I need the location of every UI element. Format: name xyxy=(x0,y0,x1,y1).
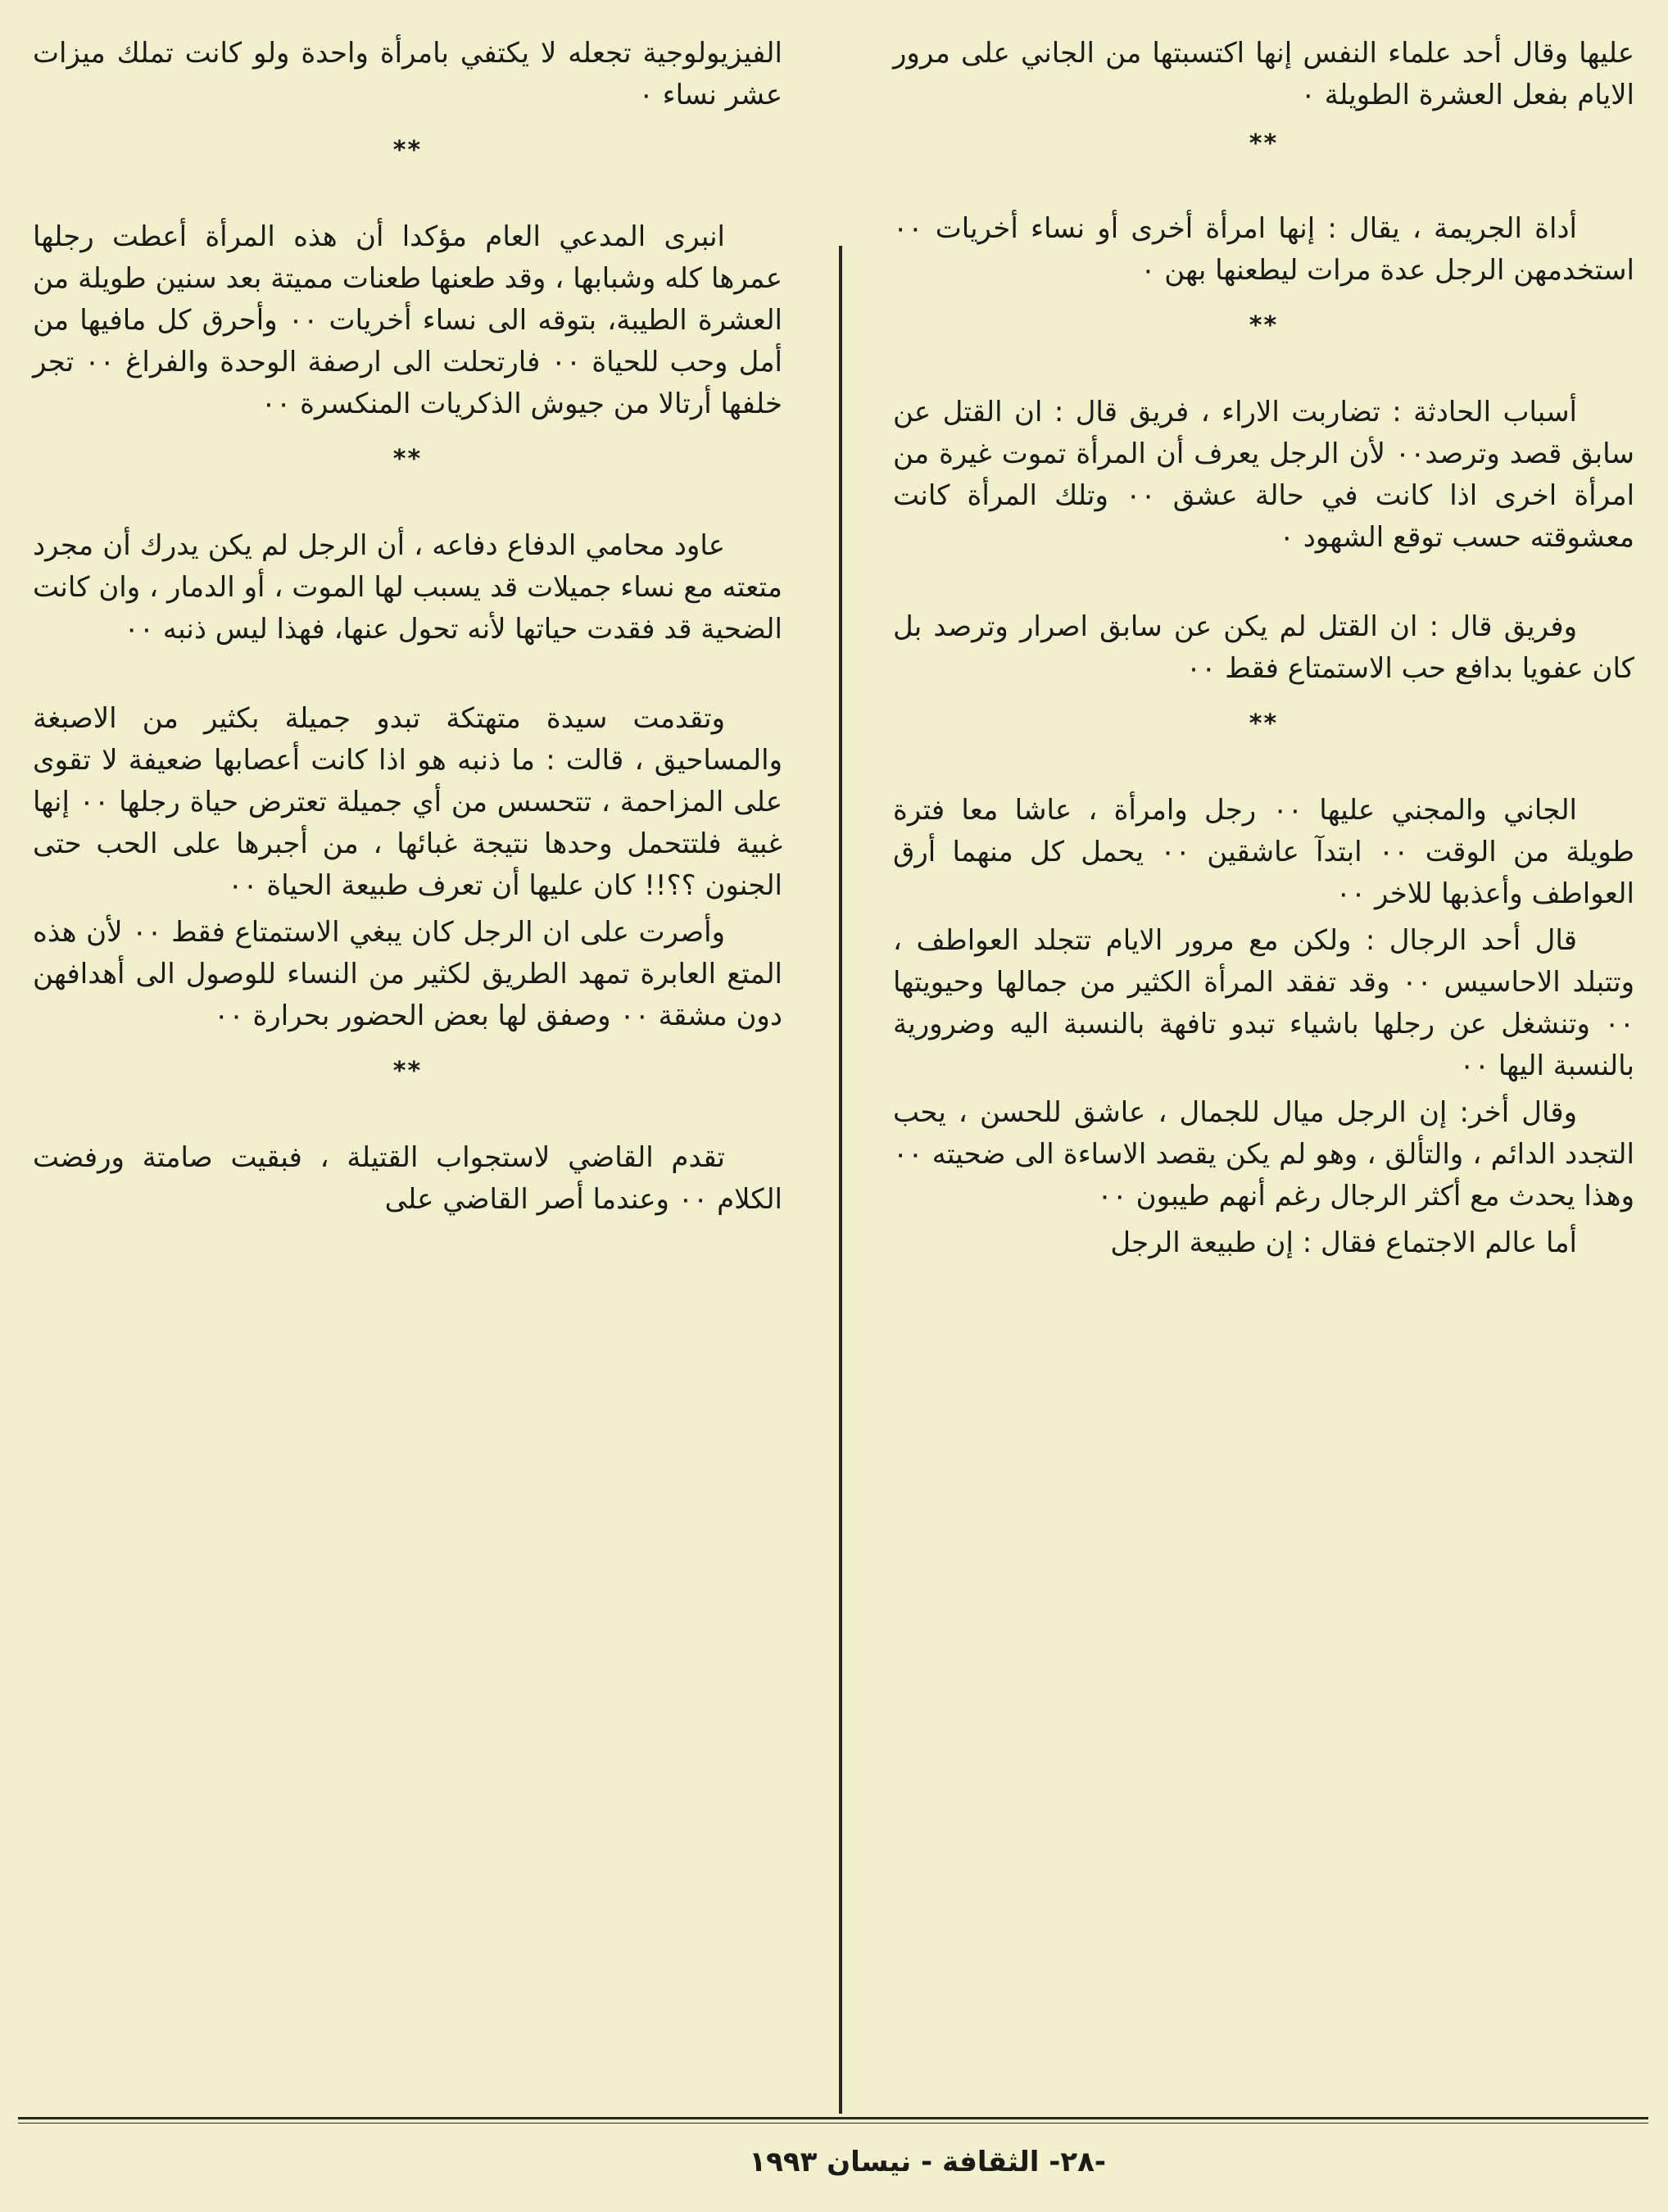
paragraph: عاود محامي الدفاع دفاعه ، أن الرجل لم يكن يدرك أن مجرد متعته مع نساء جميلات قد يسبب لها الموت ، أو الدمار ، وان كانت الضحية قد فقدت حياتها لأنه تحول عنها، فهذا ليس ذنبه ٠٠ xyxy=(33,529,782,646)
section-separator: ** xyxy=(392,136,423,165)
paragraph: وقال أخر: إن الرجل ميال للجمال ، عاشق للحسن ، يحب التجدد الدائم ، والتألق ، وهو لم يكن يقصد الاساءة الى ضحيته ٠٠ وهذا يحدث مع أكثر الرجال رغم أنهم طيبون ٠٠ xyxy=(893,1096,1634,1213)
paragraph: وفريق قال : ان القتل لم يكن عن سابق اصرار وترصد بل كان عفويا بدافع حب الاستمتاع فقط ٠٠ xyxy=(893,610,1634,685)
section-separator: ** xyxy=(1249,311,1279,340)
section-separator: ** xyxy=(392,1057,423,1086)
paragraph: أما عالم الاجتماع فقال : إن طبيعة الرجل xyxy=(1110,1226,1577,1259)
paragraph: أسباب الحادثة : تضاربت الاراء ، فريق قال : ان القتل عن سابق قصد وترصد٠٠ لأن الرجل يعرف أن المرأة تموت غيرة من امرأة اخرى اذا كانت في حالة عشق ٠٠ وتلك المرأة كانت معشوقته حسب توقع الشهود ٠ xyxy=(893,396,1635,554)
section-separator: ** xyxy=(1249,709,1279,738)
paragraph: وتقدمت سيدة متهتكة تبدو جميلة بكثير من الاصبغة والمساحيق ، قالت : ما ذنبه هو اذا كانت أعصابها ضعيفة لا تقوى على المزاحمة ، تتحسس من أي جميلة تعترض حياة رجلها ٠٠ إنها غبية فلتتحمل وحدها نتيجة غبائها ، من أجبرها على الحب حتى الجنون ؟؟!! كان عليها أن تعرف طبيعة الحياة ٠٠ xyxy=(33,702,782,902)
paragraph: عليها وقال أحد علماء النفس إنها اكتسبتها من الجاني على مرور الايام بفعل العشرة الطويلة ٠ xyxy=(893,37,1634,111)
page-footer: -٢٨- الثقافة - نيسان ١٩٩٣ xyxy=(749,2146,1106,2178)
paragraph: الفيزيولوجية تجعله لا يكتفي بامرأة واحدة ولو كانت تملك ميزات عشر نساء ٠ xyxy=(33,37,782,111)
right-column xyxy=(893,33,1634,1264)
footer-rule xyxy=(18,2117,1648,2119)
section-separator: ** xyxy=(392,445,423,474)
left-column xyxy=(33,33,782,1221)
paragraph: قال أحد الرجال : ولكن مع مرور الايام تتجلد العواطف ، وتتبلد الاحاسيس ٠٠ وقد تفقد المرأة الكثير من جمالها وحيويتها ٠٠ وتنشغل عن رجلها باشياء تبدو تافهة بالنسبة اليه وضرورية بالنسبة اليها ٠٠ xyxy=(893,924,1634,1082)
paragraph: وأصرت على ان الرجل كان يبغي الاستمتاع فقط ٠٠ لأن هذه المتع العابرة تمهد الطريق لكثير من النساء للوصول الى أهدافهن دون مشقة ٠٠ وصفق لها بعض الحضور بحرارة ٠٠ xyxy=(33,916,782,1032)
paragraph: انبرى المدعي العام مؤكدا أن هذه المرأة أعطت رجلها عمرها كله وشبابها ، وقد طعنها طعنات مميتة بعد سنين طويلة من العشرة الطيبة، بتوقه الى نساء أخريات ٠٠ وأحرق كل مافيها من أمل وحب للحياة ٠٠ فارتحلت الى ارصفة الوحدة والفراغ ٠٠ تجر خلفها أرتالا من جيوش الذكريات المنكسرة ٠٠ xyxy=(33,220,783,420)
paragraph: الجاني والمجني عليها ٠٠ رجل وامرأة ، عاشا معا فترة طويلة من الوقت ٠٠ ابتدآ عاشقين ٠٠ يحمل كل منهما أرق العواطف وأعذبها للاخر ٠٠ xyxy=(893,794,1634,910)
column-divider xyxy=(839,246,842,2114)
paragraph: تقدم القاضي لاستجواب القتيلة ، فبقيت صامتة ورفضت الكلام ٠٠ وعندما أصر القاضي على xyxy=(33,1141,782,1216)
section-separator: ** xyxy=(1249,129,1279,158)
footer-rule-thin xyxy=(18,2123,1648,2124)
paragraph: أداة الجريمة ، يقال : إنها امرأة أخرى أو نساء أخريات ٠٠ استخدمهن الرجل عدة مرات ليطعنها بهن ٠ xyxy=(893,212,1634,287)
